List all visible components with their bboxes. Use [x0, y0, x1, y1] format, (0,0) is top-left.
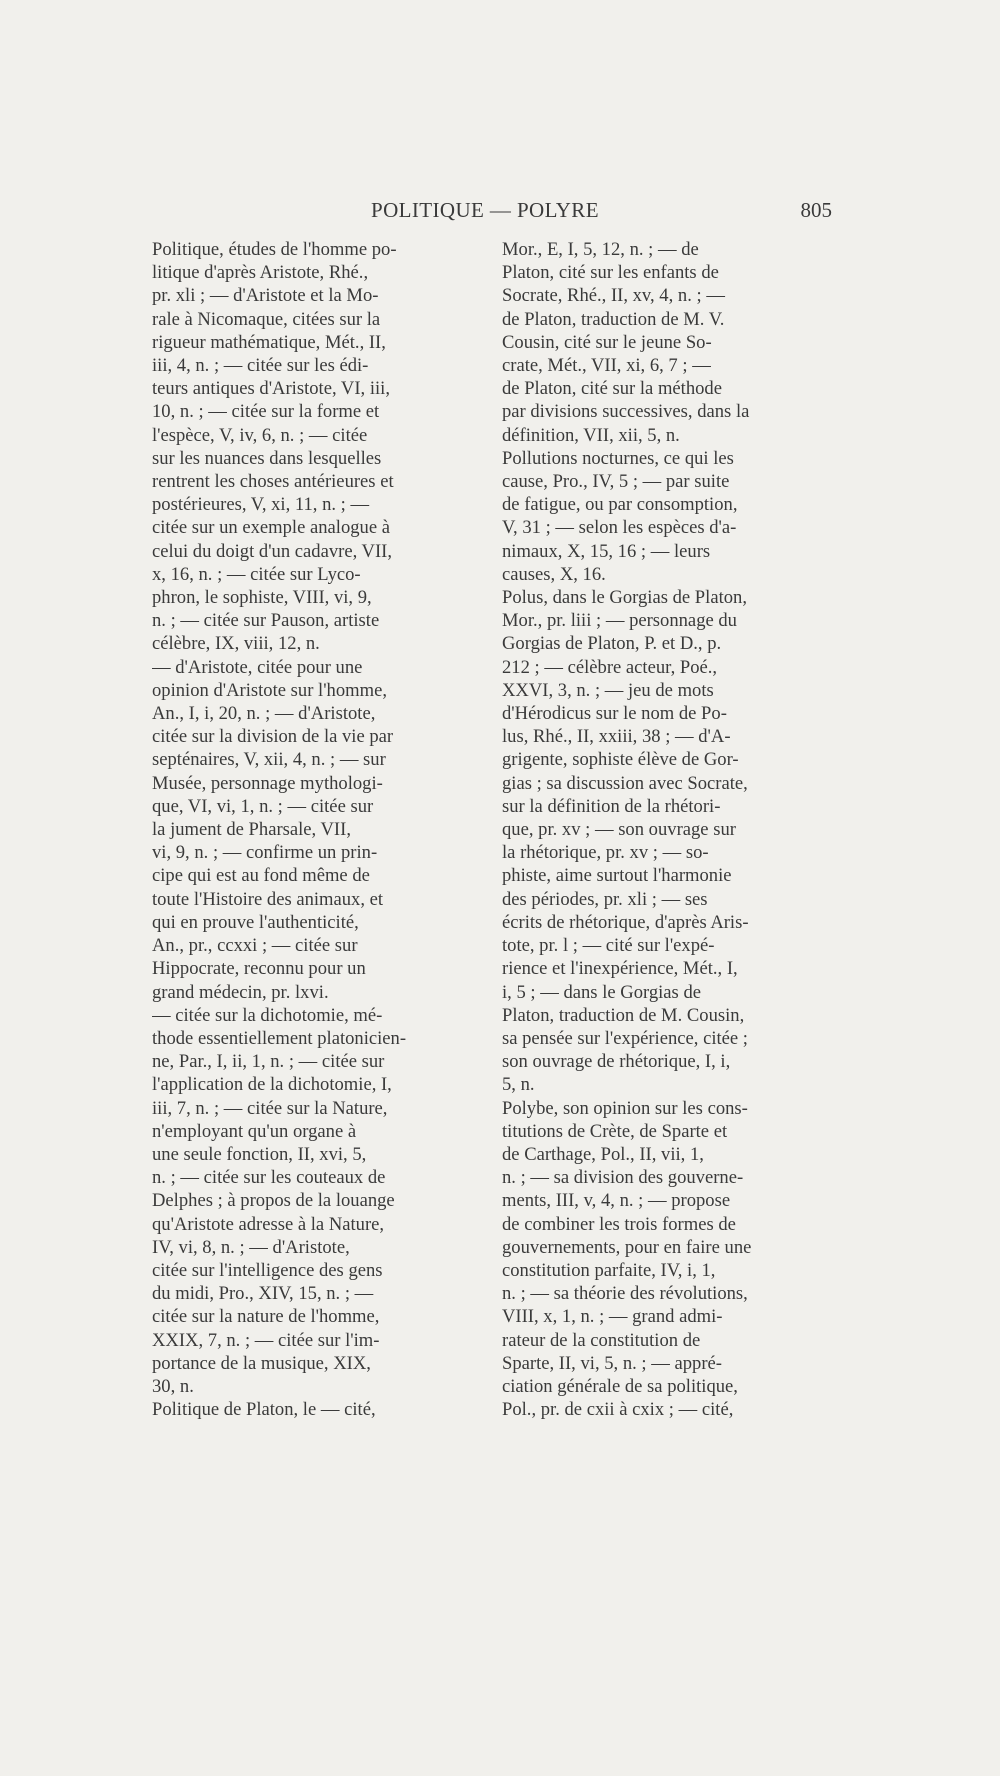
- index-line: n'employant qu'un organe à: [152, 1120, 357, 1142]
- index-line: citée sur la nature de l'homme,: [152, 1306, 380, 1328]
- index-line: opinion d'Aristote sur l'homme,: [152, 679, 387, 701]
- index-line: de combiner les trois formes de: [502, 1213, 736, 1235]
- index-line: son ouvrage de rhétorique, I, i,: [502, 1051, 731, 1073]
- index-line: x, 16, n. ; — citée sur Lyco-: [152, 563, 361, 585]
- index-line: la jument de Pharsale, VII,: [152, 819, 351, 841]
- index-line: nimaux, X, 15, 16 ; — leurs: [502, 540, 711, 562]
- index-line: causes, X, 16.: [502, 563, 606, 585]
- index-line: Platon, traduction de M. Cousin,: [502, 1004, 745, 1026]
- index-line: de Carthage, Pol., II, vii, 1,: [502, 1143, 704, 1165]
- index-line: An., I, i, 20, n. ; — d'Aristote,: [152, 703, 376, 725]
- index-line: sa pensée sur l'expérience, citée ;: [502, 1027, 748, 1049]
- index-line: i, 5 ; — dans le Gorgias de: [502, 981, 701, 1003]
- index-line: phiste, aime surtout l'harmonie: [502, 865, 732, 887]
- index-line: Platon, cité sur les enfants de: [502, 262, 719, 284]
- index-line: VIII, x, 1, n. ; — grand admi-: [502, 1306, 723, 1328]
- index-line: An., pr., ccxxi ; — citée sur: [152, 935, 358, 957]
- index-line: celui du doigt d'un cadavre, VII,: [152, 540, 393, 562]
- page-number: 805: [800, 198, 832, 222]
- index-line: qui en prouve l'authenticité,: [152, 911, 359, 933]
- index-line: de Platon, traduction de M. V.: [502, 308, 725, 330]
- index-line: Delphes ; à propos de la louange: [152, 1190, 395, 1212]
- index-line: crate, Mét., VII, xi, 6, 7 ; —: [502, 355, 711, 377]
- index-line: rale à Nicomaque, citées sur la: [152, 308, 381, 330]
- index-line: une seule fonction, II, xvi, 5,: [152, 1143, 367, 1165]
- index-line: litique d'après Aristote, Rhé.,: [152, 262, 369, 284]
- index-line: ne, Par., I, ii, 1, n. ; — citée sur: [152, 1051, 385, 1073]
- index-line: grigente, sophiste élève de Gor-: [502, 749, 739, 771]
- index-line: tote, pr. l ; — cité sur l'expé-: [502, 935, 715, 957]
- index-line: Politique de Platon, le — cité,: [152, 1399, 376, 1421]
- index-line: septénaires, V, xii, 4, n. ; — sur: [152, 749, 386, 771]
- index-line: titutions de Crète, de Sparte et: [502, 1120, 728, 1142]
- index-line: iii, 7, n. ; — citée sur la Nature,: [152, 1097, 388, 1119]
- index-line: des périodes, pr. xli ; — ses: [502, 888, 708, 910]
- index-line: vi, 9, n. ; — confirme un prin-: [152, 842, 378, 864]
- index-line: qu'Aristote adresse à la Nature,: [152, 1213, 385, 1235]
- index-line: que, pr. xv ; — son ouvrage sur: [502, 819, 736, 841]
- index-line: postérieures, V, xi, 11, n. ; —: [152, 494, 370, 516]
- index-line: Mor., E, I, 5, 12, n. ; — de: [502, 239, 699, 260]
- index-line: cipe qui est au fond même de: [152, 865, 370, 887]
- index-line: de Platon, cité sur la méthode: [502, 378, 722, 400]
- index-line: Polus, dans le Gorgias de Platon,: [502, 587, 747, 609]
- running-title: POLITIQUE — POLYRE: [371, 198, 599, 222]
- index-line: lus, Rhé., II, xxiii, 38 ; — d'A-: [502, 726, 731, 748]
- index-line: ciation générale de sa politique,: [502, 1375, 738, 1397]
- index-line: XXIX, 7, n. ; — citée sur l'im-: [152, 1329, 380, 1351]
- index-line: XXVI, 3, n. ; — jeu de mots: [502, 679, 714, 701]
- index-line: n. ; — citée sur Pauson, artiste: [152, 610, 380, 632]
- index-line: sur les nuances dans lesquelles: [152, 447, 382, 469]
- index-line: phron, le sophiste, VIII, vi, 9,: [152, 587, 372, 609]
- index-line: Sparte, II, vi, 5, n. ; — appré-: [502, 1352, 722, 1374]
- index-line: par divisions successives, dans la: [502, 401, 750, 423]
- index-line: Hippocrate, reconnu pour un: [152, 958, 366, 980]
- running-head: [128, 194, 842, 226]
- index-line: l'espèce, V, iv, 6, n. ; — citée: [152, 424, 368, 446]
- index-line: thode essentiellement platonicien-: [152, 1027, 407, 1049]
- index-line: teurs antiques d'Aristote, VI, iii,: [152, 378, 390, 400]
- index-line: définition, VII, xii, 5, n.: [502, 424, 680, 446]
- index-line: de fatigue, ou par consomption,: [502, 494, 738, 516]
- index-line: gias ; sa discussion avec Socrate,: [502, 772, 748, 794]
- index-line: du midi, Pro., XIV, 15, n. ; —: [152, 1283, 374, 1305]
- index-line: ments, III, v, 4, n. ; — propose: [502, 1190, 731, 1212]
- index-line: n. ; — sa théorie des révolutions,: [502, 1283, 748, 1305]
- index-line: 10, n. ; — citée sur la forme et: [152, 401, 380, 423]
- index-line: célèbre, IX, viii, 12, n.: [152, 633, 320, 655]
- index-line: rigueur mathématique, Mét., II,: [152, 331, 386, 353]
- index-line: rentrent les choses antérieures et: [152, 471, 394, 493]
- index-line: iii, 4, n. ; — citée sur les édi-: [152, 355, 369, 377]
- index-line: Polybe, son opinion sur les cons-: [502, 1097, 748, 1119]
- index-line: citée sur la division de la vie par: [152, 726, 394, 748]
- index-line: Musée, personnage mythologi-: [152, 772, 383, 794]
- index-line: Pollutions nocturnes, ce qui les: [502, 447, 734, 469]
- index-line: IV, vi, 8, n. ; — d'Aristote,: [152, 1236, 350, 1258]
- index-line: — d'Aristote, citée pour une: [152, 656, 363, 678]
- index-line: rateur de la constitution de: [502, 1329, 701, 1351]
- index-line: l'application de la dichotomie, I,: [152, 1074, 392, 1096]
- index-line: 30, n.: [152, 1375, 194, 1397]
- index-line: Cousin, cité sur le jeune So-: [502, 331, 712, 353]
- index-line: 5, n.: [502, 1074, 535, 1096]
- index-line: que, VI, vi, 1, n. ; — citée sur: [152, 795, 374, 817]
- left-column: [152, 238, 482, 1421]
- index-line: Gorgias de Platon, P. et D., p.: [502, 633, 722, 655]
- index-line: Politique, études de l'homme po-: [152, 239, 397, 260]
- index-line: la rhétorique, pr. xv ; — so-: [502, 842, 709, 864]
- index-line: constitution parfaite, IV, i, 1,: [502, 1259, 716, 1281]
- index-line: écrits de rhétorique, d'après Aris-: [502, 911, 749, 933]
- index-line: d'Hérodicus sur le nom de Po-: [502, 703, 727, 725]
- index-line: pr. xli ; — d'Aristote et la Mo-: [152, 285, 379, 307]
- right-column: [502, 238, 834, 1421]
- index-line: n. ; — sa division des gouverne-: [502, 1167, 744, 1189]
- index-line: Mor., pr. liii ; — personnage du: [502, 610, 737, 632]
- index-line: portance de la musique, XIX,: [152, 1352, 371, 1374]
- index-line: rience et l'inexpérience, Mét., I,: [502, 958, 738, 980]
- index-line: cause, Pro., IV, 5 ; — par suite: [502, 471, 730, 493]
- index-line: V, 31 ; — selon les espèces d'a-: [502, 517, 737, 539]
- index-line: Pol., pr. de cxii à cxix ; — cité,: [502, 1399, 734, 1421]
- index-line: Socrate, Rhé., II, xv, 4, n. ; —: [502, 285, 725, 307]
- index-line: citée sur un exemple analogue à: [152, 517, 390, 539]
- index-line: sur la définition de la rhétori-: [502, 795, 721, 817]
- index-line: n. ; — citée sur les couteaux de: [152, 1167, 386, 1189]
- index-line: gouvernements, pour en faire une: [502, 1236, 752, 1258]
- index-line: grand médecin, pr. lxvi.: [152, 981, 329, 1003]
- index-line: toute l'Histoire des animaux, et: [152, 888, 384, 910]
- index-line: 212 ; — célèbre acteur, Poé.,: [502, 656, 718, 678]
- index-line: citée sur l'intelligence des gens: [152, 1259, 383, 1281]
- index-line: — citée sur la dichotomie, mé-: [152, 1004, 383, 1026]
